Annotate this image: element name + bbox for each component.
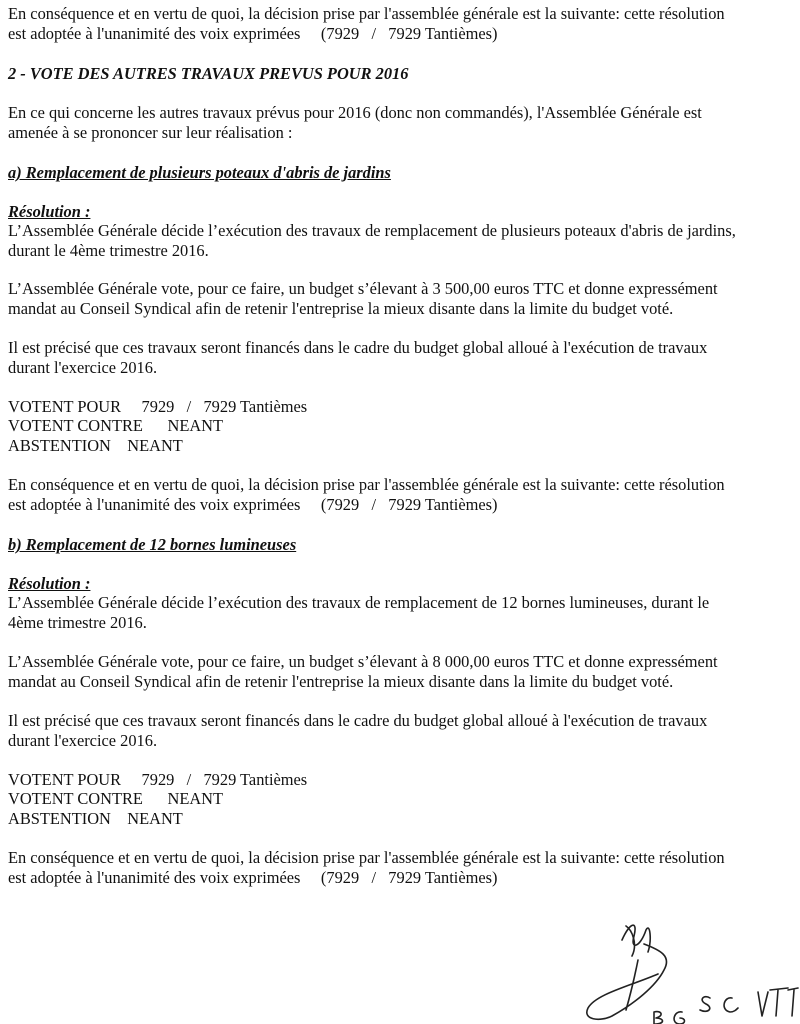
item-b-vote-pour: VOTENT POUR 7929 / 7929 Tantièmes bbox=[8, 770, 308, 789]
item-b-title: b) Remplacement de 12 bornes lumineuses bbox=[8, 535, 297, 554]
item-a-finance-line1: Il est précisé que ces travaux seront financés dans le cadre du budget global alloué à l'exécution de travaux bbox=[8, 338, 708, 357]
item-b-budget-line1: L’Assemblée Générale vote, pour ce faire, un budget s’élevant à 8 000,00 euros TTC et donne expressément bbox=[8, 652, 718, 671]
item-a-title: a) Remplacement de plusieurs poteaux d'abris de jardins bbox=[8, 163, 391, 182]
item-b-finance-line2: durant l'exercice 2016. bbox=[8, 731, 158, 750]
item-a-budget-line2: mandat au Conseil Syndical afin de retenir l'entreprise la mieux disante dans la limite du budget voté. bbox=[8, 299, 674, 318]
item-a-vote-pour: VOTENT POUR 7929 / 7929 Tantièmes bbox=[8, 397, 308, 416]
item-a-conclusion-line2: est adoptée à l'unanimité des voix exprimées (7929 / 7929 Tantièmes) bbox=[8, 495, 498, 514]
item-a-decision-line1: L’Assemblée Générale décide l’exécution des travaux de remplacement de plusieurs poteaux d'abris de jardins, bbox=[8, 221, 736, 240]
item-b-finance-line1: Il est précisé que ces travaux seront financés dans le cadre du budget global alloué à l'exécution de travaux bbox=[8, 711, 708, 730]
item-b-conclusion-line1: En conséquence et en vertu de quoi, la décision prise par l'assemblée générale est la suivante: cette résolution bbox=[8, 848, 725, 867]
item-b-vote-contre: VOTENT CONTRE NEANT bbox=[8, 789, 224, 808]
intro-line1: En ce qui concerne les autres travaux prévus pour 2016 (donc non commandés), l'Assemblée Générale est bbox=[8, 103, 702, 122]
conclusion-top-line1: En conséquence et en vertu de quoi, la décision prise par l'assemblée générale est la suivante: cette résolution bbox=[8, 4, 725, 23]
item-a-budget-line1: L’Assemblée Générale vote, pour ce faire, un budget s’élevant à 3 500,00 euros TTC et donne expressément bbox=[8, 279, 718, 298]
item-a-decision-line2: durant le 4ème trimestre 2016. bbox=[8, 241, 209, 260]
item-b-conclusion-line2: est adoptée à l'unanimité des voix exprimées (7929 / 7929 Tantièmes) bbox=[8, 868, 498, 887]
item-b-decision-line1: L’Assemblée Générale décide l’exécution des travaux de remplacement de 12 bornes lumineuses, durant le bbox=[8, 593, 710, 612]
handwritten-initials bbox=[560, 900, 800, 1024]
item-b-budget-line2: mandat au Conseil Syndical afin de retenir l'entreprise la mieux disante dans la limite du budget voté. bbox=[8, 672, 674, 691]
item-a-finance-line2: durant l'exercice 2016. bbox=[8, 358, 158, 377]
item-b-resolution-label: Résolution : bbox=[8, 574, 91, 593]
item-b-decision-line2: 4ème trimestre 2016. bbox=[8, 613, 147, 632]
item-b-abstention: ABSTENTION NEANT bbox=[8, 809, 183, 828]
item-a-vote-contre: VOTENT CONTRE NEANT bbox=[8, 416, 224, 435]
conclusion-top-line2: est adoptée à l'unanimité des voix exprimées (7929 / 7929 Tantièmes) bbox=[8, 24, 498, 43]
intro-line2: amenée à se prononcer sur leur réalisation : bbox=[8, 123, 293, 142]
section-title: 2 - VOTE DES AUTRES TRAVAUX PREVUS POUR 2016 bbox=[8, 64, 409, 83]
item-a-abstention: ABSTENTION NEANT bbox=[8, 436, 183, 455]
item-a-resolution-label: Résolution : bbox=[8, 202, 91, 221]
item-a-conclusion-line1: En conséquence et en vertu de quoi, la décision prise par l'assemblée générale est la suivante: cette résolution bbox=[8, 475, 725, 494]
